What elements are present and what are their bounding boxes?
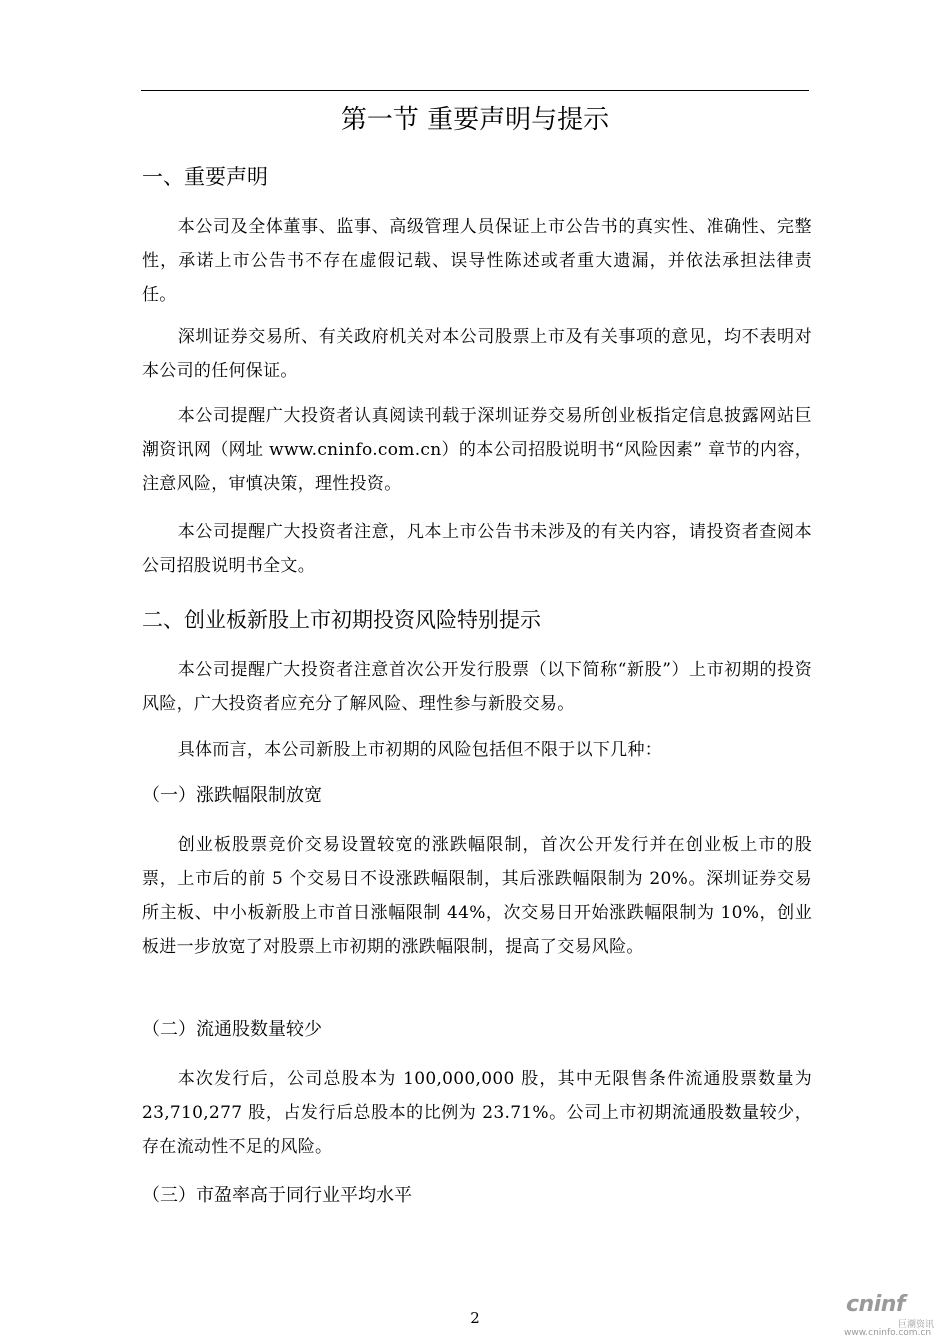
logo-wordmark: cninf (846, 1292, 905, 1317)
heading-important-statement: 一、重要声明 (142, 165, 268, 189)
statement-paragraph-2: 深圳证券交易所、有关政府机关对本公司股票上市及有关事项的意见，均不表明对本公司的任何保证。 (142, 327, 812, 381)
subheading-price-limit: （一）涨跌幅限制放宽 (142, 785, 322, 806)
statement-paragraph-1: 本公司及全体董事、监事、高级管理人员保证上市公告书的真实性、准确性、完整性，承诺上市公告书不存在虚假记载、误导性陈述或者重大遗漏，并依法承担法律责任。 (142, 217, 812, 305)
logo-url: www.cninfo.com.cn (844, 1328, 932, 1338)
page-number: 2 (470, 1309, 480, 1327)
float-shares-paragraph: 本次发行后，公司总股本为 100,000,000 股，其中无限售条件流通股票数量为 23,710,277 股，占发行后总股本的比例为 23.71%。公司上市初期流通股数量较少，存在流动性不足的风险。 (142, 1069, 812, 1157)
statement-paragraph-4: 本公司提醒广大投资者注意，凡本上市公告书未涉及的有关内容，请投资者查阅本公司招股说明书全文。 (142, 522, 812, 576)
subheading-float-shares: （二）流通股数量较少 (142, 1019, 322, 1040)
cninfo-watermark-logo (840, 1288, 940, 1340)
header-rule (141, 90, 809, 91)
logo-chinese-text: 巨潮资讯 (897, 1320, 934, 1330)
risk-paragraph-1: 本公司提醒广大投资者注意首次公开发行股票（以下简称“新股”）上市初期的投资风险，广大投资者应充分了解风险、理性参与新股交易。 (142, 660, 812, 714)
heading-risk-notice: 二、创业板新股上市初期投资风险特别提示 (142, 608, 541, 632)
price-limit-paragraph: 创业板股票竞价交易设置较宽的涨跌幅限制，首次公开发行并在创业板上市的股票，上市后的前 5 个交易日不设涨跌幅限制，其后涨跌幅限制为 20%。深圳证券交易所主板、中小板新股上市首日涨幅限制 44%，次交易日开始涨跌幅限制为 10%，创业板进一步放宽了对股票上市初期的涨跌幅限制，提高了交易风险。 (142, 835, 812, 957)
risk-paragraph-2: 具体而言，本公司新股上市初期的风险包括但不限于以下几种： (177, 740, 663, 760)
subheading-pe-ratio: （三）市盈率高于同行业平均水平 (142, 1185, 412, 1206)
section-title: 第一节 重要声明与提示 (340, 105, 610, 135)
statement-paragraph-3: 本公司提醒广大投资者认真阅读刊载于深圳证券交易所创业板指定信息披露网站巨潮资讯网（网址 www.cninfo.com.cn）的本公司招股说明书“风险因素” 章节的内容，注意风险，审慎决策，理性投资。 (142, 406, 812, 494)
